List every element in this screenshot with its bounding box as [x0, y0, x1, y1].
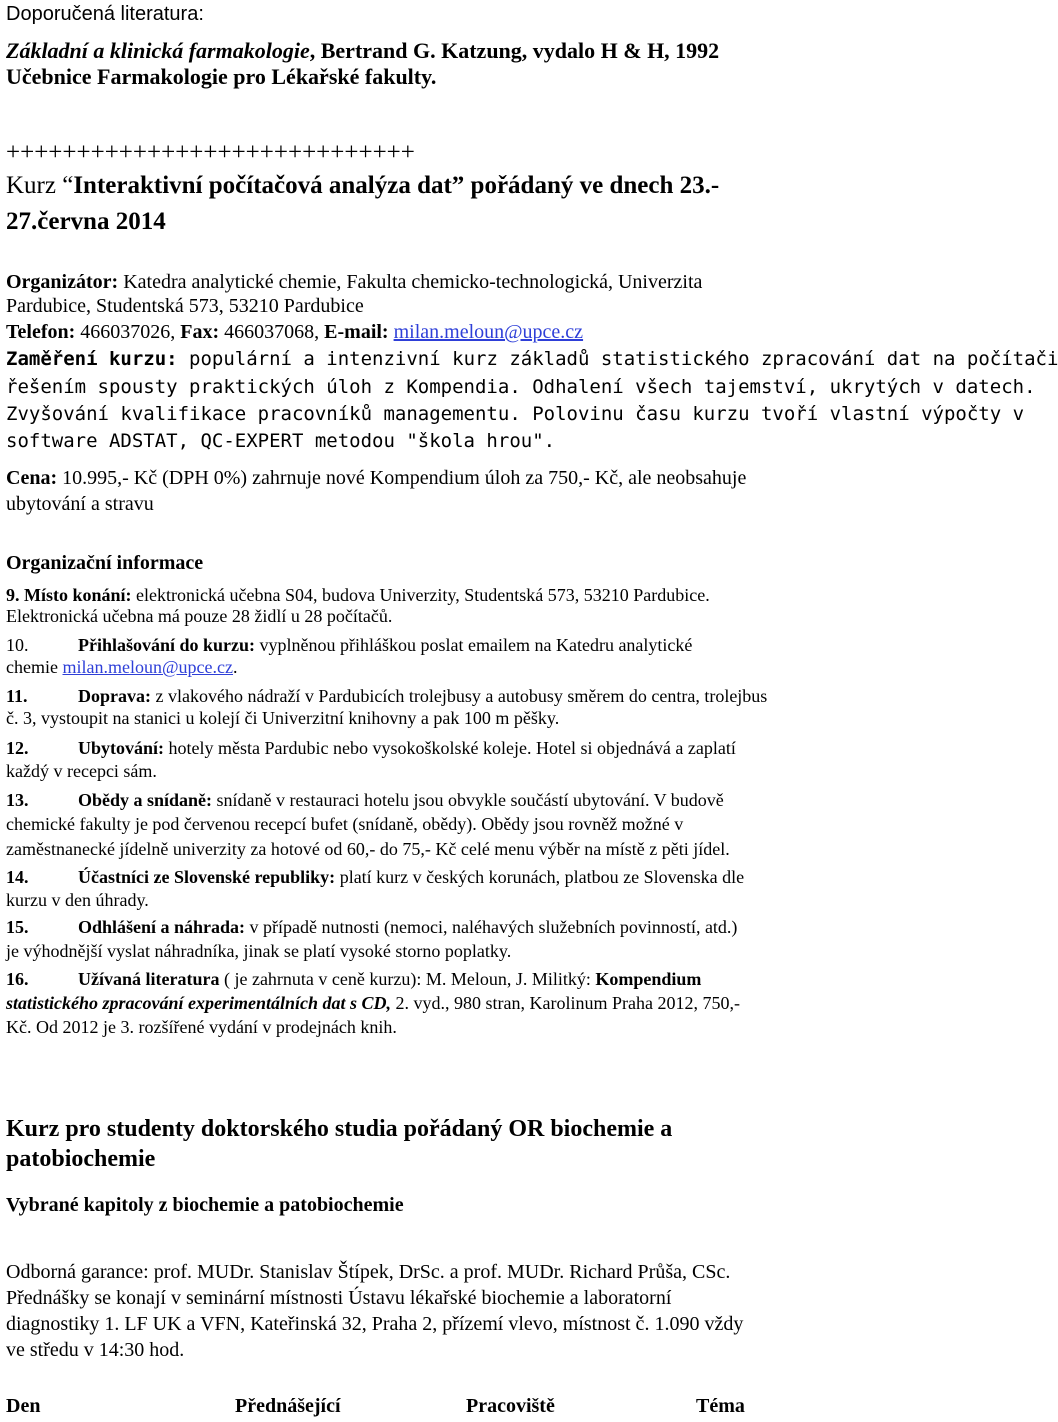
- info-item-15: 15. Odhlášení a náhrada: v případě nutnosti (nemoci, naléhavých služebních povinností, atd.): [6, 917, 738, 937]
- course2-title: Kurz pro studenty doktorského studia pořádaný OR biochemie a: [6, 1116, 673, 1142]
- table-header-lecturer: Přednášející: [235, 1395, 341, 1417]
- table-header-topic: Téma: [696, 1395, 745, 1417]
- email-link-2[interactable]: milan.meloun@upce.cz: [62, 657, 234, 677]
- info-item-14: 14. Účastníci ze Slovenské republiky: platí kurz v českých korunách, platbou ze Slovenska dle: [6, 867, 745, 887]
- course-date: 27.června 2014: [6, 208, 166, 235]
- info-item-11: 11. Doprava: z vlakového nádraží v Pardubicích trolejbusy a autobusy směrem do centra, trolejbus: [6, 686, 768, 706]
- course2-time: ve středu v 14:30 hod.: [6, 1339, 185, 1361]
- info-item-15-cont: je výhodnější vyslat náhradníka, jinak se platí vysoké storno poplatky.: [6, 941, 512, 961]
- info-item-13-cont2: zaměstnanecké jídelně univerzity za hotové od 60,- do 75,- Kč celé menu výběr na místě z pěti jídel.: [6, 839, 730, 859]
- organizer-line: Organizátor: Katedra analytické chemie, Fakulta chemicko-technologická, Univerzita: [6, 271, 703, 293]
- table-header-day: Den: [6, 1395, 41, 1417]
- info-item-13-cont: chemické fakulty je pod červenou recepcí bufet (snídaně, obědy). Obědy jsou rovněž možné v: [6, 814, 684, 834]
- literature-heading: Doporučená literatura:: [6, 3, 204, 25]
- focus-line-2: řešením spousty praktických úloh z Kompendia. Odhalení všech tajemství, ukrytých v datech.: [6, 376, 1036, 398]
- email-link[interactable]: milan.meloun@upce.cz: [393, 321, 584, 343]
- info-item-16-cont2: Kč. Od 2012 je 3. rozšířené vydání v prodejnách knih.: [6, 1017, 397, 1037]
- price-line-2: ubytování a stravu: [6, 493, 154, 515]
- course-title: Kurz “Interaktivní počítačová analýza dat” pořádaný ve dnech 23.-: [6, 172, 720, 199]
- info-item-16: 16. Užívaná literatura ( je zahrnuta v ceně kurzu): M. Meloun, J. Militký: Kompendium: [6, 969, 702, 989]
- course2-location: Přednášky se konají v seminární místnosti Ústavu lékařské biochemie a laboratorní: [6, 1287, 672, 1309]
- literature-item-1: Základní a klinická farmakologie, Bertrand G. Katzung, vydalo H & H, 1992: [6, 38, 720, 63]
- info-item-9-cont: Elektronická učebna má pouze 28 židlí u 28 počítačů.: [6, 606, 393, 626]
- info-item-16-cont: statistického zpracování experimentálních dat s CD, 2. vyd., 980 stran, Karolinum Praha 2012, 750,-: [6, 993, 740, 1013]
- focus-line-4: software ADSTAT, QC-EXPERT metodou "škola hrou".: [6, 430, 556, 452]
- focus-line-1: Zaměření kurzu: populární a intenzivní kurz základů statistického zpracování dat na počítači: [6, 348, 1058, 370]
- focus-line-3: Zvyšování kvalifikace pracovníků managementu. Polovinu času kurzu tvoří vlastní výpočty v: [6, 403, 1025, 425]
- contact-line: Telefon: 466037026, Fax: 466037068, E-mail: milan.meloun@upce.cz: [6, 321, 584, 343]
- info-item-14-cont: kurzu v den úhrady.: [6, 890, 149, 910]
- info-item-13: 13. Obědy a snídaně: snídaně v restauraci hotelu jsou obvykle součástí ubytování. V budově: [6, 790, 724, 810]
- course2-guarantee: Odborná garance: prof. MUDr. Stanislav Štípek, DrSc. a prof. MUDr. Richard Průša, CSc.: [6, 1261, 731, 1283]
- course2-location-cont: diagnostiky 1. LF UK a VFN, Kateřinská 32, Praha 2, přízemí vlevo, místnost č. 1.090 vždy: [6, 1313, 744, 1335]
- course2-title-cont: patobiochemie: [6, 1146, 156, 1172]
- info-item-10: 10. Přihlašování do kurzu: vyplněnou přihláškou poslat emailem na Katedru analytické: [6, 635, 693, 655]
- table-header-workplace: Pracoviště: [466, 1395, 555, 1417]
- info-heading: Organizační informace: [6, 552, 204, 574]
- price-line: Cena: 10.995,- Kč (DPH 0%) zahrnuje nové Kompendium úloh za 750,- Kč, ale neobsahuje: [6, 467, 747, 489]
- course2-subtitle: Vybrané kapitoly z biochemie a patobiochemie: [6, 1194, 404, 1216]
- separator: +++++++++++++++++++++++++++++: [6, 139, 415, 166]
- literature-item-2: Učebnice Farmakologie pro Lékařské fakulty.: [6, 64, 437, 89]
- info-item-10-cont: chemie milan.meloun@upce.cz.: [6, 657, 238, 677]
- organizer-address: Pardubice, Studentská 573, 53210 Pardubice: [6, 295, 364, 317]
- info-item-12: 12. Ubytování: hotely města Pardubic nebo vysokoškolské koleje. Hotel si objednává a zaplatí: [6, 738, 736, 758]
- info-item-11-cont: č. 3, vystoupit na stanici u kolejí či Univerzitní knihovny a pak 100 m pěšky.: [6, 708, 560, 728]
- info-item-9: 9. Místo konání: elektronická učebna S04, budova Univerzity, Studentská 573, 53210 Pardubice.: [6, 585, 710, 605]
- info-item-12-cont: každý v recepci sám.: [6, 761, 157, 781]
